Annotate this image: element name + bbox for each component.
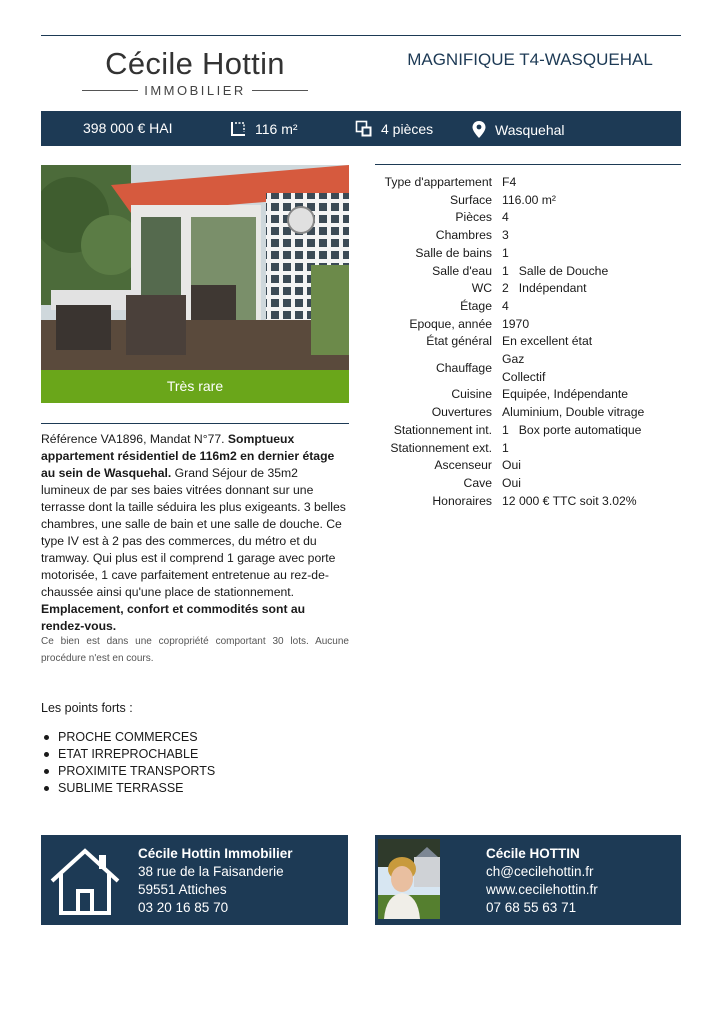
rooms-icon — [355, 120, 373, 138]
spec-label: Ascenseur — [434, 458, 492, 473]
spec-row — [375, 245, 681, 263]
spec-value: 4 — [502, 298, 509, 313]
points-forts-title: Les points forts : — [41, 701, 133, 715]
spec-row — [375, 333, 681, 351]
spec-value: 1 — [502, 263, 509, 278]
spec-label: WC — [471, 281, 492, 296]
price-value: 398 000 € HAI — [83, 120, 173, 136]
spec-label: Étage — [460, 298, 492, 313]
spec-label: Stationnement ext. — [390, 440, 492, 455]
spec-value: Gaz — [502, 352, 525, 367]
description-body: Grand Séjour de 35m2 lumineux de par ses baies vitrées donnant sur une terrasse dont la taille séduira les plus exigeants. 3 belles chambres, une salle de bain et une salle de douche. Ce type IV est à 2 pas des commerces, du métro et du tramway. Qui plus est il comprend 1 garage avec porte motorisée, 1 cave parfaitement entretenue au rez-de-chaussée ainsi qu'une place de stationnement. — [41, 466, 346, 599]
description-ref: Référence VA1896, Mandat N°77. — [41, 432, 228, 446]
spec-row — [375, 475, 681, 493]
spec-value: 3 — [502, 228, 509, 243]
spec-value: Aluminium, Double vitrage — [502, 405, 645, 420]
rooms — [355, 120, 433, 138]
agency-city: 59551 Attiches — [138, 882, 227, 897]
spec-label: Pièces — [455, 210, 492, 225]
spec-value-2: Collectif — [502, 369, 546, 384]
agency-info — [138, 845, 293, 917]
spec-value: 1 — [502, 245, 509, 260]
spec-value: 1 — [502, 422, 509, 437]
list-item: SUBLIME TERRASSE — [41, 780, 215, 797]
description-highlight-2: Emplacement, confort et commodités sont au rendez-vous. — [41, 602, 306, 633]
spec-row — [375, 298, 681, 316]
spec-row — [375, 227, 681, 245]
agency-street: 38 rue de la Faisanderie — [138, 864, 284, 879]
spec-row — [375, 316, 681, 334]
agent-website[interactable]: www.cecilehottin.fr — [486, 882, 598, 897]
spec-row — [375, 263, 681, 281]
agency-phone: 03 20 16 85 70 — [138, 900, 229, 915]
spec-value: En excellent état — [502, 334, 593, 349]
spec-label: Salle d'eau — [432, 263, 492, 278]
agent-phone: 07 68 55 63 71 — [486, 900, 577, 915]
spec-label: Salle de bains — [415, 245, 492, 260]
spec-value: 1970 — [502, 316, 530, 331]
copropriete-note: Ce bien est dans une copropriété comportant 30 lots. Aucune procédure n'est en cours. — [41, 636, 349, 664]
agency-name: Cécile Hottin Immobilier — [138, 846, 293, 861]
surface — [229, 120, 298, 138]
list-item: PROCHE COMMERCES — [41, 729, 215, 746]
spec-label: Chambres — [435, 228, 492, 243]
spec-value: 2 — [502, 281, 509, 296]
description-rule — [41, 423, 349, 424]
listing-title: MAGNIFIQUE T4-WASQUEHAL — [407, 50, 653, 69]
agent-email[interactable]: ch@cecilehottin.fr — [486, 864, 594, 879]
agent-info — [486, 845, 598, 917]
spec-extra: Salle de Douche — [518, 263, 609, 278]
brand-logo — [82, 46, 308, 102]
spec-row — [375, 386, 681, 404]
description-highlight-1: Somptueux appartement résidentiel de 116m2 en dernier étage au sein de Wasquehal. — [41, 432, 335, 480]
specs-table — [375, 174, 681, 510]
spec-row — [375, 493, 681, 511]
spec-value: 4 — [502, 210, 509, 225]
description — [41, 431, 349, 635]
spec-value: Oui — [502, 458, 521, 473]
spec-label: Honoraires — [432, 493, 492, 508]
spec-label: Epoque, année — [409, 316, 492, 331]
surface-value: 116 m² — [255, 121, 298, 137]
brand-subtitle: IMMOBILIER — [144, 83, 246, 98]
spec-row — [375, 209, 681, 227]
list-item: ETAT IRREPROCHABLE — [41, 746, 215, 763]
property-photo — [41, 165, 349, 371]
spec-label: Cuisine — [451, 387, 492, 402]
summary-bar — [41, 111, 681, 146]
spec-row — [375, 457, 681, 475]
rooms-value: 4 pièces — [381, 121, 434, 137]
city — [471, 120, 565, 139]
brand-subtitle-row — [82, 83, 308, 98]
spec-row — [375, 404, 681, 422]
list-item: PROXIMITE TRANSPORTS — [41, 763, 215, 780]
price — [83, 120, 173, 136]
spec-row — [375, 174, 681, 192]
agency-card — [41, 835, 348, 925]
agent-card — [375, 835, 681, 925]
spec-row — [375, 280, 681, 298]
location-pin-icon — [471, 120, 487, 139]
spec-value: Equipée, Indépendante — [502, 387, 629, 402]
spec-value: 116.00 m² — [502, 192, 556, 207]
spec-label: État général — [426, 334, 492, 349]
spec-extra: Box porte automatique — [518, 422, 642, 437]
spec-extra: Indépendant — [518, 281, 587, 296]
photo-badge: Très rare — [41, 370, 349, 403]
brand-name: Cécile Hottin — [105, 46, 285, 81]
spec-value: 12 000 € TTC soit 3.02% — [502, 493, 637, 508]
surface-icon — [229, 120, 247, 138]
spec-value: F4 — [502, 175, 517, 189]
spec-label: Stationnement int. — [393, 422, 492, 437]
spec-value: Oui — [502, 475, 521, 490]
agent-name: Cécile HOTTIN — [486, 846, 580, 861]
avatar — [378, 839, 440, 919]
house-icon — [49, 847, 121, 920]
spec-label: Type d'appartement — [384, 175, 492, 189]
specs-rule — [375, 164, 681, 165]
city-value: Wasquehal — [495, 121, 565, 138]
spec-row — [375, 351, 681, 386]
points-forts-list — [41, 729, 215, 797]
spec-row — [375, 422, 681, 440]
spec-label: Chauffage — [435, 361, 492, 376]
top-rule — [41, 35, 681, 36]
spec-row — [375, 192, 681, 210]
spec-label: Cave — [463, 475, 492, 490]
spec-label: Ouvertures — [431, 405, 492, 420]
spec-row — [375, 440, 681, 458]
spec-value: 1 — [502, 440, 509, 455]
spec-label: Surface — [449, 192, 492, 207]
